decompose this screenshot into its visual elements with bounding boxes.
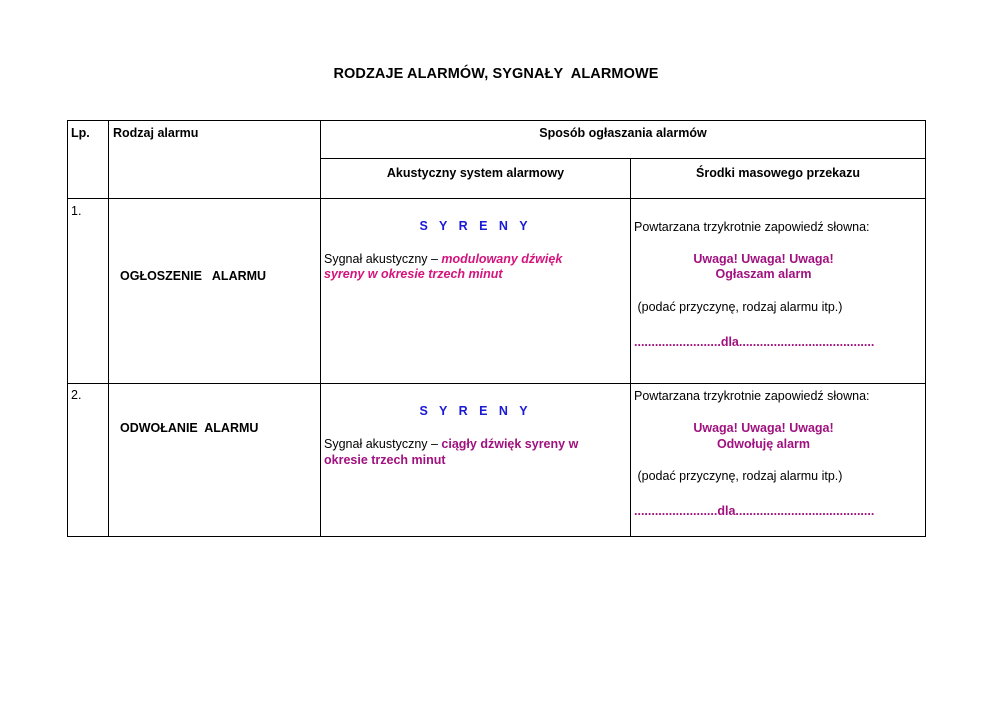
row-1-announcement-intro: Powtarzana trzykrotnie zapowiedź słowna:: [634, 220, 870, 234]
row-1-number: 1.: [71, 204, 82, 218]
table-header-bottom: [67, 198, 926, 199]
row-1-signal-prefix: Sygnał akustyczny –: [324, 252, 442, 266]
row-2-number: 2.: [71, 388, 82, 402]
table-col-divider-media: [630, 158, 631, 537]
document-title: RODZAJE ALARMÓW, SYGNAŁY ALARMOWE: [333, 66, 659, 82]
row-1-fill-line: .........................dla.......................................: [634, 335, 875, 349]
table-border-bottom: [67, 536, 926, 537]
row-1-signal-highlight-1: modulowany dźwięk: [441, 252, 563, 266]
row-2-announcement-intro: Powtarzana trzykrotnie zapowiedź słowna:: [634, 389, 870, 403]
row-2-announcement-line-1: Uwaga! Uwaga! Uwaga!: [693, 421, 834, 435]
table-header-subline: [320, 158, 926, 159]
header-lp: Lp.: [71, 126, 90, 140]
table-border-left: [67, 120, 68, 537]
row-1-signal-line-2: syreny w okresie trzech minut: [324, 267, 503, 281]
row-2-announcement-line-2: Odwołuję alarm: [716, 437, 811, 451]
table-row-divider: [67, 383, 926, 384]
row-1-announcement-line-2: Ogłaszam alarm: [715, 267, 812, 281]
row-2-signal-line-1: [324, 437, 578, 452]
row-2-reason-note: (podać przyczynę, rodzaj alarmu itp.): [634, 469, 843, 483]
row-1-signal-line-1: [324, 252, 562, 267]
row-1-reason-note: (podać przyczynę, rodzaj alarmu itp.): [634, 300, 843, 314]
row-2-alarm-type: ODWOŁANIE ALARMU: [120, 421, 259, 435]
row-1-alarm-type: OGŁOSZENIE ALARMU: [120, 269, 267, 283]
row-2-signal-prefix: Sygnał akustyczny –: [324, 437, 442, 451]
row-2-sirens-label: S Y R E N Y: [419, 404, 532, 418]
table-border-top: [67, 120, 926, 121]
row-2-fill-line: ........................dla........................................: [634, 504, 875, 518]
table-border-right: [925, 120, 926, 537]
row-1-sirens-label: S Y R E N Y: [419, 219, 532, 233]
header-alarm-type: Rodzaj alarmu: [113, 126, 199, 140]
row-2-signal-highlight-1: ciągły dźwięk syreny w: [441, 437, 579, 451]
row-2-signal-line-2: okresie trzech minut: [324, 453, 446, 467]
table-col-divider-type: [320, 120, 321, 537]
header-mass-media: Środki masowego przekazu: [696, 166, 860, 180]
table-col-divider-lp: [108, 120, 109, 537]
header-acoustic-system: Akustyczny system alarmowy: [386, 166, 565, 180]
row-1-announcement-line-1: Uwaga! Uwaga! Uwaga!: [693, 252, 834, 266]
header-announcement-method: Sposób ogłaszania alarmów: [539, 126, 707, 140]
alarm-table: [67, 120, 926, 537]
